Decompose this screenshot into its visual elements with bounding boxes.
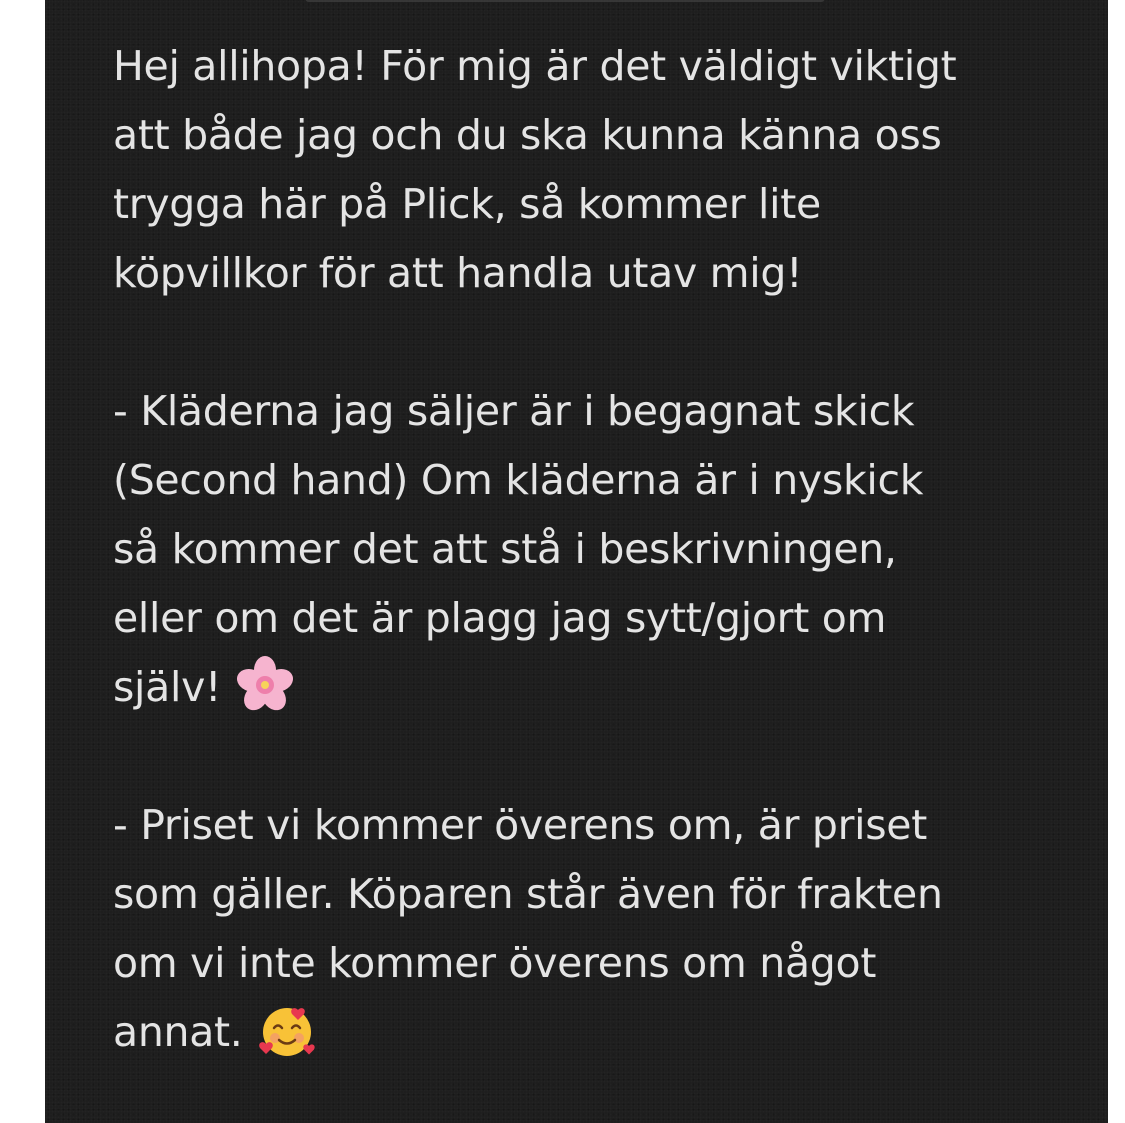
note-line: så kommer det att stå i beskrivningen, [113,525,897,573]
note-line: - Priset vi kommer överens om, är priset [113,801,927,849]
note-line: att både jag och du ska kunna känna oss [113,111,942,159]
note-line: köpvillkor för att handla utav mig! [113,249,803,297]
note-line: som gäller. Köparen står även för frakten [113,870,943,918]
note-line: - Kläderna jag säljer är i begagnat skick [113,387,915,435]
note-line: trygga här på Plick, så kommer lite [113,180,821,228]
smiling-face-with-hearts-emoji [257,1000,317,1060]
note-paragraph-intro [113,32,1033,308]
cropped-header-text [305,0,825,2]
note-paragraph-condition [113,377,1033,722]
note-line: eller om det är plagg jag sytt/gjort om [113,594,887,642]
note-line: (Second hand) Om kläderna är i nyskick [113,456,924,504]
notes-screen [45,0,1108,1123]
note-line: Hej allihopa! För mig är det väldigt viktigt [113,42,957,90]
cherry-blossom-emoji [235,655,295,715]
note-line: om vi inte kommer överens om något [113,939,877,987]
note-line-text: själv! [113,663,222,711]
note-line-text: annat. [113,1008,243,1056]
note-body[interactable] [113,32,1033,1067]
note-line-with-emoji [113,653,1033,722]
note-paragraph-price [113,791,1033,1067]
note-line-with-emoji [113,998,1033,1067]
